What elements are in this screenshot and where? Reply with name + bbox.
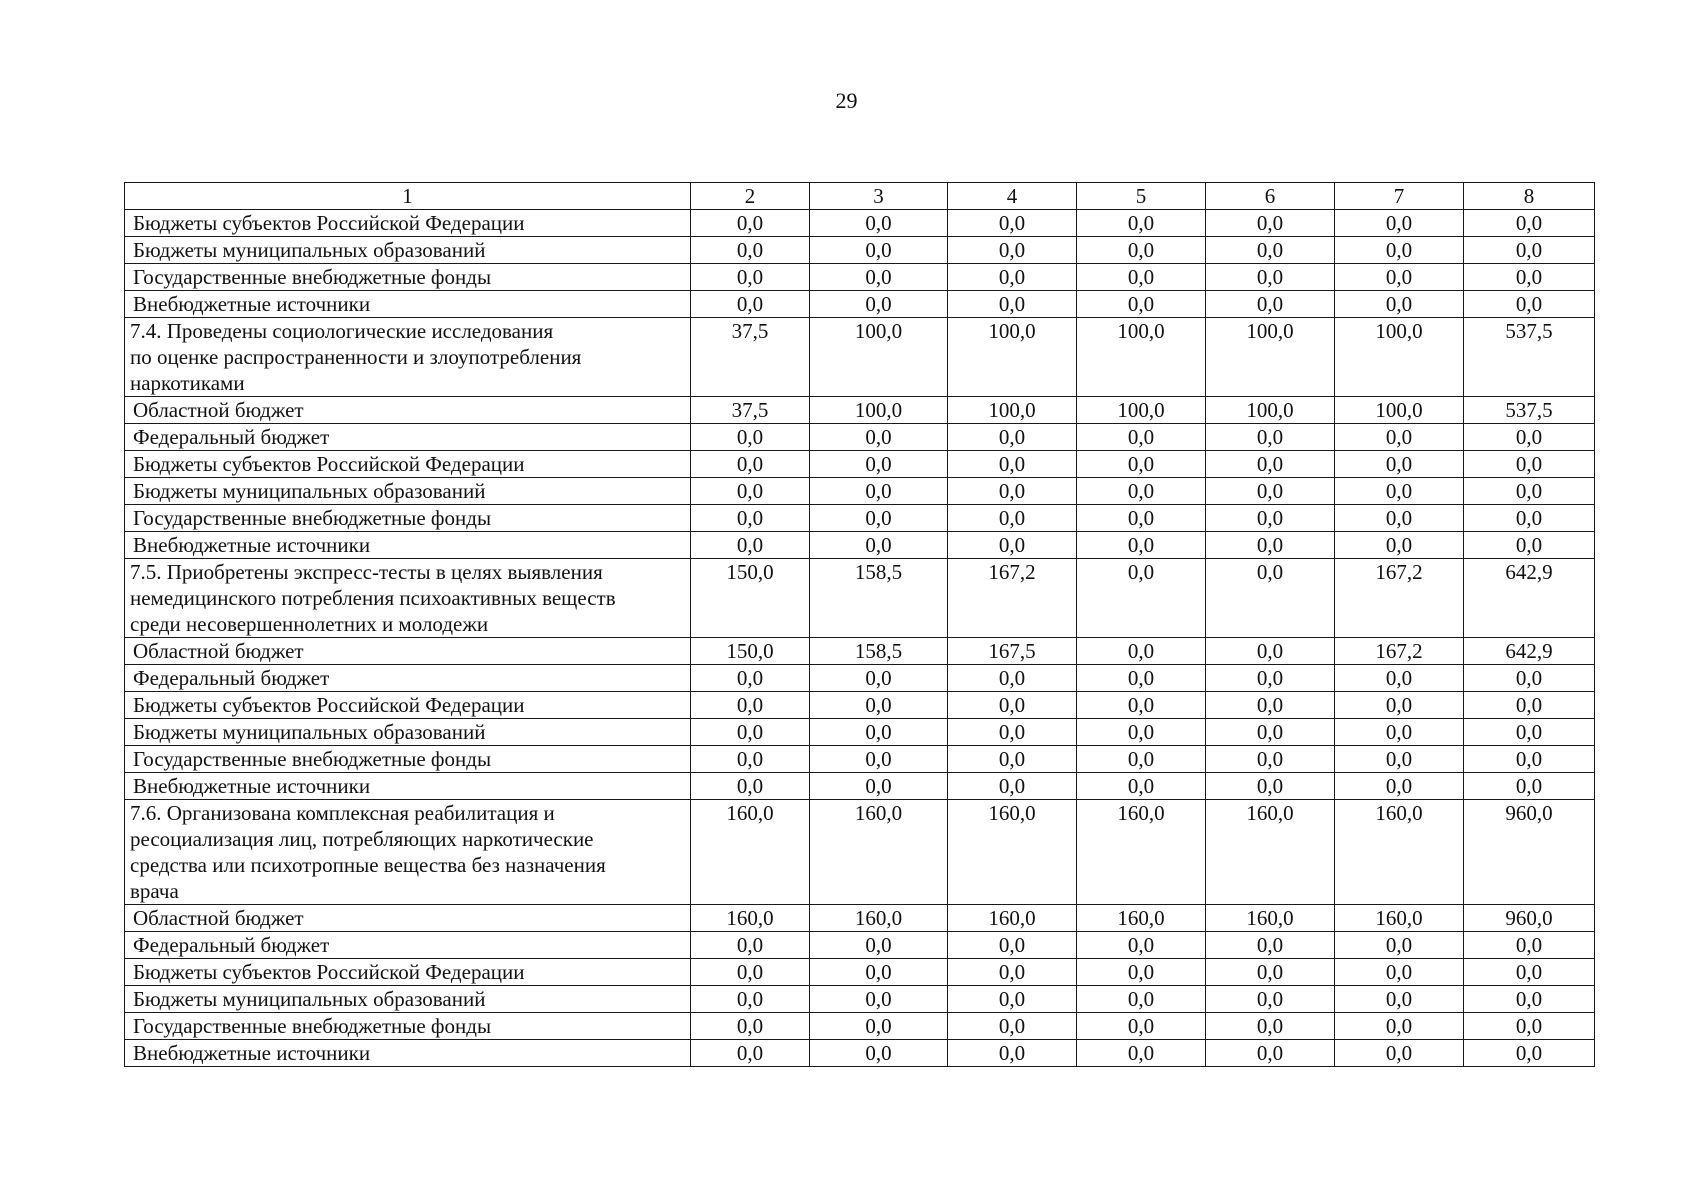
value-cell: 0,0 <box>691 237 810 264</box>
funding-source-row <box>125 505 1595 532</box>
value-cell: 0,0 <box>1206 986 1335 1013</box>
value-cell: 0,0 <box>1335 692 1464 719</box>
value-cell: 0,0 <box>1335 959 1464 986</box>
value-cell: 100,0 <box>810 318 948 397</box>
value-cell: 160,0 <box>1077 905 1206 932</box>
total-cell: 0,0 <box>1464 264 1595 291</box>
total-cell: 960,0 <box>1464 800 1595 905</box>
funding-source-label: Бюджеты субъектов Российской Федерации <box>125 959 691 986</box>
total-cell: 642,9 <box>1464 559 1595 638</box>
total-cell: 0,0 <box>1464 451 1595 478</box>
value-cell: 0,0 <box>691 1040 810 1067</box>
header-cell: 7 <box>1335 183 1464 210</box>
total-cell: 0,0 <box>1464 478 1595 505</box>
value-cell: 100,0 <box>1077 318 1206 397</box>
total-cell: 0,0 <box>1464 986 1595 1013</box>
value-cell: 0,0 <box>810 532 948 559</box>
value-cell: 0,0 <box>1335 210 1464 237</box>
value-cell: 0,0 <box>691 451 810 478</box>
value-cell: 0,0 <box>1206 532 1335 559</box>
total-cell: 537,5 <box>1464 397 1595 424</box>
value-cell: 0,0 <box>1206 959 1335 986</box>
value-cell: 0,0 <box>810 719 948 746</box>
funding-source-label: Федеральный бюджет <box>125 932 691 959</box>
funding-source-row <box>125 397 1595 424</box>
value-cell: 0,0 <box>810 478 948 505</box>
value-cell: 0,0 <box>691 210 810 237</box>
value-cell: 160,0 <box>1206 905 1335 932</box>
value-cell: 0,0 <box>948 692 1077 719</box>
value-cell: 0,0 <box>1077 746 1206 773</box>
value-cell: 0,0 <box>1206 746 1335 773</box>
value-cell: 0,0 <box>1206 210 1335 237</box>
value-cell: 0,0 <box>1206 638 1335 665</box>
funding-source-row <box>125 478 1595 505</box>
value-cell: 0,0 <box>1335 291 1464 318</box>
value-cell: 160,0 <box>948 800 1077 905</box>
value-cell: 0,0 <box>810 959 948 986</box>
measure-title-line: врача <box>130 879 179 903</box>
value-cell: 0,0 <box>1077 264 1206 291</box>
value-cell: 0,0 <box>810 451 948 478</box>
total-cell: 0,0 <box>1464 532 1595 559</box>
total-cell: 0,0 <box>1464 1040 1595 1067</box>
funding-source-label: Бюджеты муниципальных образований <box>125 237 691 264</box>
value-cell: 0,0 <box>1206 932 1335 959</box>
value-cell: 0,0 <box>1077 559 1206 638</box>
funding-source-row <box>125 424 1595 451</box>
measure-title-line: 7.5. Приобретены экспресс-тесты в целях выявления <box>130 560 603 584</box>
value-cell: 0,0 <box>948 665 1077 692</box>
funding-source-label: Федеральный бюджет <box>125 665 691 692</box>
header-cell: 6 <box>1206 183 1335 210</box>
budget-table <box>124 182 1595 1067</box>
funding-source-row <box>125 638 1595 665</box>
value-cell: 167,5 <box>948 638 1077 665</box>
value-cell: 0,0 <box>810 692 948 719</box>
value-cell: 0,0 <box>810 773 948 800</box>
header-cell: 1 <box>125 183 691 210</box>
value-cell: 0,0 <box>948 291 1077 318</box>
value-cell: 160,0 <box>691 905 810 932</box>
value-cell: 0,0 <box>1335 773 1464 800</box>
value-cell: 0,0 <box>1077 291 1206 318</box>
value-cell: 100,0 <box>948 318 1077 397</box>
value-cell: 0,0 <box>1077 638 1206 665</box>
value-cell: 0,0 <box>1206 424 1335 451</box>
value-cell: 158,5 <box>810 638 948 665</box>
value-cell: 0,0 <box>948 424 1077 451</box>
total-cell: 0,0 <box>1464 291 1595 318</box>
measure-title-line: ресоциализация лиц, потребляющих наркотические <box>130 827 594 851</box>
value-cell: 0,0 <box>1335 665 1464 692</box>
value-cell: 160,0 <box>1335 905 1464 932</box>
value-cell: 160,0 <box>1077 800 1206 905</box>
value-cell: 0,0 <box>691 264 810 291</box>
value-cell: 0,0 <box>1335 1040 1464 1067</box>
value-cell: 0,0 <box>691 773 810 800</box>
value-cell: 0,0 <box>691 959 810 986</box>
header-cell: 5 <box>1077 183 1206 210</box>
value-cell: 0,0 <box>948 505 1077 532</box>
value-cell: 0,0 <box>948 532 1077 559</box>
value-cell: 150,0 <box>691 559 810 638</box>
total-cell: 0,0 <box>1464 505 1595 532</box>
funding-source-label: Областной бюджет <box>125 397 691 424</box>
funding-source-label: Бюджеты муниципальных образований <box>125 478 691 505</box>
value-cell: 0,0 <box>1206 1040 1335 1067</box>
value-cell: 0,0 <box>948 746 1077 773</box>
funding-source-label: Внебюджетные источники <box>125 773 691 800</box>
value-cell: 0,0 <box>810 505 948 532</box>
value-cell: 0,0 <box>1077 505 1206 532</box>
value-cell: 0,0 <box>810 424 948 451</box>
value-cell: 0,0 <box>1206 665 1335 692</box>
value-cell: 0,0 <box>810 264 948 291</box>
value-cell: 0,0 <box>691 424 810 451</box>
total-cell: 0,0 <box>1464 424 1595 451</box>
total-cell: 0,0 <box>1464 237 1595 264</box>
value-cell: 0,0 <box>1335 746 1464 773</box>
measure-title-line: немедицинского потребления психоактивных веществ <box>130 586 616 610</box>
value-cell: 0,0 <box>691 746 810 773</box>
value-cell: 0,0 <box>810 1013 948 1040</box>
funding-source-row <box>125 959 1595 986</box>
value-cell: 0,0 <box>1077 692 1206 719</box>
value-cell: 0,0 <box>1335 478 1464 505</box>
total-cell: 960,0 <box>1464 905 1595 932</box>
value-cell: 0,0 <box>1077 1040 1206 1067</box>
value-cell: 167,2 <box>1335 559 1464 638</box>
value-cell: 0,0 <box>1206 451 1335 478</box>
header-cell: 2 <box>691 183 810 210</box>
value-cell: 0,0 <box>948 478 1077 505</box>
value-cell: 0,0 <box>1077 719 1206 746</box>
value-cell: 0,0 <box>948 986 1077 1013</box>
measure-title-cell <box>125 318 691 397</box>
value-cell: 0,0 <box>1077 986 1206 1013</box>
funding-source-label: Федеральный бюджет <box>125 424 691 451</box>
measure-title-line: 7.6. Организована комплексная реабилитация и <box>130 801 555 825</box>
measure-title-cell <box>125 800 691 905</box>
header-row <box>125 183 1595 210</box>
funding-source-label: Бюджеты муниципальных образований <box>125 719 691 746</box>
measure-row <box>125 800 1595 905</box>
value-cell: 0,0 <box>1206 692 1335 719</box>
value-cell: 0,0 <box>1206 237 1335 264</box>
funding-source-row <box>125 665 1595 692</box>
funding-source-label: Внебюджетные источники <box>125 291 691 318</box>
value-cell: 0,0 <box>691 719 810 746</box>
value-cell: 0,0 <box>1077 424 1206 451</box>
funding-source-row <box>125 264 1595 291</box>
total-cell: 0,0 <box>1464 773 1595 800</box>
value-cell: 0,0 <box>948 1040 1077 1067</box>
value-cell: 0,0 <box>1206 773 1335 800</box>
value-cell: 0,0 <box>948 451 1077 478</box>
value-cell: 0,0 <box>1335 424 1464 451</box>
funding-source-label: Бюджеты муниципальных образований <box>125 986 691 1013</box>
value-cell: 0,0 <box>948 719 1077 746</box>
value-cell: 0,0 <box>1335 932 1464 959</box>
measure-row <box>125 559 1595 638</box>
funding-source-label: Бюджеты субъектов Российской Федерации <box>125 210 691 237</box>
funding-source-label: Государственные внебюджетные фонды <box>125 746 691 773</box>
value-cell: 100,0 <box>1206 318 1335 397</box>
funding-source-label: Внебюджетные источники <box>125 1040 691 1067</box>
value-cell: 0,0 <box>948 932 1077 959</box>
value-cell: 100,0 <box>1077 397 1206 424</box>
funding-source-label: Государственные внебюджетные фонды <box>125 264 691 291</box>
header-cell: 8 <box>1464 183 1595 210</box>
measure-title-line: по оценке распространенности и злоупотребления <box>130 345 582 369</box>
value-cell: 160,0 <box>691 800 810 905</box>
value-cell: 158,5 <box>810 559 948 638</box>
funding-source-label: Областной бюджет <box>125 905 691 932</box>
funding-source-row <box>125 532 1595 559</box>
value-cell: 0,0 <box>1077 237 1206 264</box>
value-cell: 0,0 <box>810 665 948 692</box>
header-cell: 4 <box>948 183 1077 210</box>
value-cell: 37,5 <box>691 397 810 424</box>
total-cell: 537,5 <box>1464 318 1595 397</box>
funding-source-label: Областной бюджет <box>125 638 691 665</box>
value-cell: 0,0 <box>1206 559 1335 638</box>
value-cell: 0,0 <box>691 532 810 559</box>
value-cell: 0,0 <box>691 291 810 318</box>
value-cell: 160,0 <box>810 905 948 932</box>
value-cell: 0,0 <box>1077 665 1206 692</box>
value-cell: 0,0 <box>691 505 810 532</box>
measure-title-cell <box>125 559 691 638</box>
measure-title-line: 7.4. Проведены социологические исследования <box>130 319 554 343</box>
value-cell: 167,2 <box>948 559 1077 638</box>
value-cell: 0,0 <box>810 986 948 1013</box>
value-cell: 0,0 <box>810 746 948 773</box>
value-cell: 0,0 <box>1077 1013 1206 1040</box>
value-cell: 167,2 <box>1335 638 1464 665</box>
measure-title-line: наркотиками <box>130 371 245 395</box>
funding-source-label: Бюджеты субъектов Российской Федерации <box>125 451 691 478</box>
total-cell: 0,0 <box>1464 665 1595 692</box>
value-cell: 0,0 <box>810 932 948 959</box>
value-cell: 0,0 <box>691 478 810 505</box>
total-cell: 0,0 <box>1464 1013 1595 1040</box>
funding-source-row <box>125 692 1595 719</box>
value-cell: 0,0 <box>810 237 948 264</box>
funding-source-row <box>125 1013 1595 1040</box>
value-cell: 0,0 <box>1206 264 1335 291</box>
value-cell: 0,0 <box>1077 773 1206 800</box>
funding-source-row <box>125 773 1595 800</box>
value-cell: 0,0 <box>691 932 810 959</box>
funding-source-row <box>125 986 1595 1013</box>
funding-source-row <box>125 719 1595 746</box>
value-cell: 160,0 <box>1335 800 1464 905</box>
measure-title-line: средства или психотропные вещества без назначения <box>130 853 606 877</box>
value-cell: 0,0 <box>1077 210 1206 237</box>
value-cell: 0,0 <box>1077 959 1206 986</box>
value-cell: 0,0 <box>810 291 948 318</box>
value-cell: 0,0 <box>1335 986 1464 1013</box>
value-cell: 0,0 <box>948 1013 1077 1040</box>
table-body <box>125 183 1595 1067</box>
funding-source-row <box>125 746 1595 773</box>
value-cell: 0,0 <box>948 773 1077 800</box>
value-cell: 0,0 <box>1206 478 1335 505</box>
page-number: 29 <box>835 88 858 113</box>
value-cell: 0,0 <box>810 210 948 237</box>
total-cell: 0,0 <box>1464 746 1595 773</box>
total-cell: 0,0 <box>1464 719 1595 746</box>
funding-source-row <box>125 291 1595 318</box>
funding-source-row <box>125 210 1595 237</box>
value-cell: 0,0 <box>1335 719 1464 746</box>
value-cell: 100,0 <box>1335 318 1464 397</box>
value-cell: 0,0 <box>691 665 810 692</box>
value-cell: 0,0 <box>1335 532 1464 559</box>
funding-source-label: Государственные внебюджетные фонды <box>125 505 691 532</box>
total-cell: 0,0 <box>1464 932 1595 959</box>
value-cell: 0,0 <box>948 264 1077 291</box>
total-cell: 0,0 <box>1464 959 1595 986</box>
value-cell: 0,0 <box>1077 478 1206 505</box>
measure-row <box>125 318 1595 397</box>
value-cell: 0,0 <box>691 692 810 719</box>
value-cell: 160,0 <box>1206 800 1335 905</box>
value-cell: 0,0 <box>1077 532 1206 559</box>
value-cell: 100,0 <box>1335 397 1464 424</box>
value-cell: 0,0 <box>1077 932 1206 959</box>
value-cell: 0,0 <box>1335 264 1464 291</box>
total-cell: 0,0 <box>1464 692 1595 719</box>
funding-source-label: Государственные внебюджетные фонды <box>125 1013 691 1040</box>
value-cell: 100,0 <box>810 397 948 424</box>
value-cell: 0,0 <box>1206 1013 1335 1040</box>
value-cell: 160,0 <box>810 800 948 905</box>
total-cell: 0,0 <box>1464 210 1595 237</box>
funding-source-label: Внебюджетные источники <box>125 532 691 559</box>
value-cell: 0,0 <box>1077 451 1206 478</box>
value-cell: 0,0 <box>1335 505 1464 532</box>
value-cell: 0,0 <box>948 959 1077 986</box>
value-cell: 0,0 <box>1335 1013 1464 1040</box>
value-cell: 0,0 <box>1206 719 1335 746</box>
value-cell: 160,0 <box>948 905 1077 932</box>
value-cell: 0,0 <box>1206 505 1335 532</box>
value-cell: 0,0 <box>810 1040 948 1067</box>
total-cell: 642,9 <box>1464 638 1595 665</box>
value-cell: 0,0 <box>691 986 810 1013</box>
funding-source-row <box>125 905 1595 932</box>
funding-source-row <box>125 932 1595 959</box>
value-cell: 150,0 <box>691 638 810 665</box>
header-cell: 3 <box>810 183 948 210</box>
value-cell: 0,0 <box>691 1013 810 1040</box>
value-cell: 0,0 <box>948 237 1077 264</box>
funding-source-label: Бюджеты субъектов Российской Федерации <box>125 692 691 719</box>
funding-source-row <box>125 237 1595 264</box>
value-cell: 0,0 <box>948 210 1077 237</box>
funding-source-row <box>125 1040 1595 1067</box>
value-cell: 100,0 <box>1206 397 1335 424</box>
value-cell: 100,0 <box>948 397 1077 424</box>
measure-title-line: среди несовершеннолетних и молодежи <box>130 612 489 636</box>
value-cell: 0,0 <box>1206 291 1335 318</box>
funding-source-row <box>125 451 1595 478</box>
value-cell: 0,0 <box>1335 451 1464 478</box>
value-cell: 0,0 <box>1335 237 1464 264</box>
value-cell: 37,5 <box>691 318 810 397</box>
